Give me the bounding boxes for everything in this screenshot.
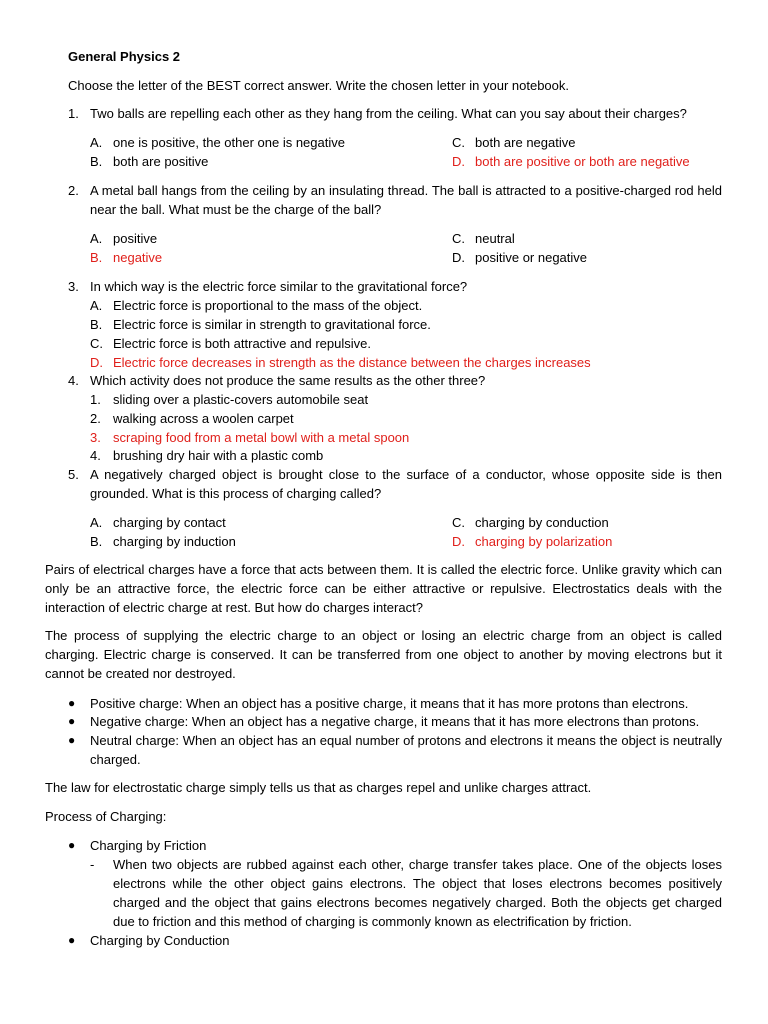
q1-option-b: B. both are positive xyxy=(90,154,209,169)
paragraph-electric-force: Pairs of electrical charges have a force that acts between them. It is called the electric force. Unlike gravity which can only be an attractive force, the electric force can be either attractive or repulsive. Electrostatics deals with the interaction of electric charge at rest. But how do charges interact? xyxy=(45,562,722,615)
paragraph-law: The law for electrostatic charge simply tells us that as charges repel and unlike charges attract. xyxy=(45,780,592,795)
bullet-item: ● Neutral charge: When an object has an equal number of protons and electrons it means the object is neutrally charged. xyxy=(68,733,722,767)
q4-option-2: 2. walking across a woolen carpet xyxy=(90,411,294,426)
question-text: A negatively charged object is brought close to the surface of a conductor, whose opposite side is then grounded. What is this process of charging called? xyxy=(90,467,722,501)
q4-option-3-answer: 3. scraping food from a metal bowl with a metal spoon xyxy=(90,430,410,445)
friction-description: - When two objects are rubbed against each other, charge transfer takes place. One of the objects loses electrons while the other object gains electrons. The object that loses electrons becomes positively charged and the object that gains electrons becomes negatively charged. Both the objects get charged due to friction and this method of charging is commonly known as electrification by friction. xyxy=(90,857,722,929)
q2-option-b-answer: B. negative xyxy=(90,250,163,265)
bullet-icon: ● xyxy=(68,714,76,728)
q2-option-d: D. positive or negative xyxy=(452,250,588,265)
question-text: Which activity does not produce the same results as the other three? xyxy=(90,373,486,388)
question-number: 2. xyxy=(68,183,79,198)
bullet-icon: ● xyxy=(68,733,76,747)
q4-option-4: 4. brushing dry hair with a plastic comb xyxy=(90,448,324,463)
question-5 xyxy=(68,465,722,503)
q2-option-a: A. positive xyxy=(90,231,158,246)
question-number: 5. xyxy=(68,467,79,482)
section-heading: Process of Charging: xyxy=(45,809,167,824)
paragraph-charging: The process of supplying the electric charge to an object or losing an electric charge from an object is called charging. Electric charge is conserved. It can be transferred from one object to another by moving electrons but it cannot be created nor destroyed. xyxy=(45,628,722,681)
question-number: 1. xyxy=(68,106,79,121)
question-4 xyxy=(68,371,722,390)
question-text: In which way is the electric force similar to the gravitational force? xyxy=(90,279,468,294)
bullet-item-conduction: ● Charging by Conduction xyxy=(68,933,230,948)
question-text: A metal ball hangs from the ceiling by an insulating thread. The ball is attracted to a positive-charged rod held near the ball. What must be the charge of the ball? xyxy=(90,183,722,217)
question-2 xyxy=(68,181,722,219)
question-1 xyxy=(68,104,722,123)
q5-option-d-answer: D. charging by polarization xyxy=(452,534,613,549)
document-title: General Physics 2 xyxy=(68,49,181,64)
q3-option-d-answer: D. Electric force decreases in strength as the distance between the charges increases xyxy=(90,355,591,370)
q5-option-a: A. charging by contact xyxy=(90,515,226,530)
q1-option-a: A. one is positive, the other one is negative xyxy=(90,135,345,150)
bullet-item: ● Positive charge: When an object has a positive charge, it means that it has more protons than electrons. xyxy=(68,696,689,711)
q3-option-b: B. Electric force is similar in strength to gravitational force. xyxy=(90,317,431,332)
q1-option-c: C. both are negative xyxy=(452,135,576,150)
question-number: 4. xyxy=(68,373,79,388)
q3-option-c: C. Electric force is both attractive and repulsive. xyxy=(90,336,371,351)
bullet-item-friction: ● Charging by Friction xyxy=(68,838,207,853)
q5-option-c: C. charging by conduction xyxy=(452,515,609,530)
q3-option-a: A. Electric force is proportional to the mass of the object. xyxy=(90,298,423,313)
q2-option-c: C. neutral xyxy=(452,231,515,246)
bullet-icon: ● xyxy=(68,838,76,852)
bullet-icon: ● xyxy=(68,933,76,947)
q1-option-d-answer: D. both are positive or both are negative xyxy=(452,154,690,169)
question-3 xyxy=(68,277,722,296)
q5-option-b: B. charging by induction xyxy=(90,534,236,549)
bullet-icon: ● xyxy=(68,696,76,710)
instructions: Choose the letter of the BEST correct answer. Write the chosen letter in your notebook. xyxy=(68,78,570,93)
bullet-item: ● Negative charge: When an object has a negative charge, it means that it has more electrons than protons. xyxy=(68,714,700,729)
question-text: Two balls are repelling each other as they hang from the ceiling. What can you say about their charges? xyxy=(90,106,687,121)
dash-icon: - xyxy=(90,857,95,872)
question-number: 3. xyxy=(68,279,79,294)
q4-option-1: 1. sliding over a plastic-covers automobile seat xyxy=(90,392,369,407)
